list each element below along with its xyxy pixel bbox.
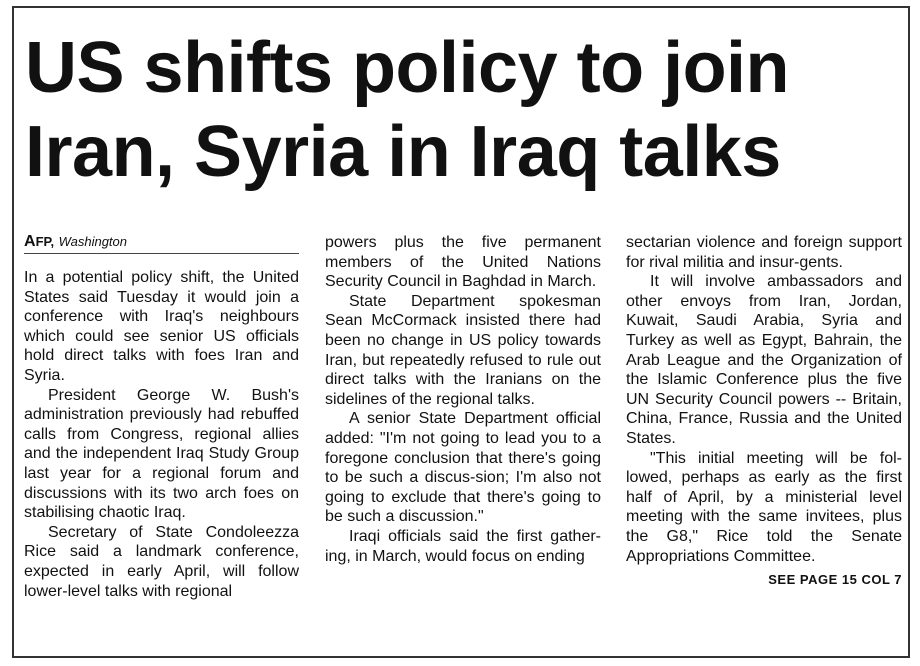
article-body xyxy=(24,233,904,633)
headline-line-2: Iran, Syria in Iraq talks xyxy=(25,112,781,192)
headline xyxy=(25,26,905,194)
paragraph-6: Iraqi officials said the first gather-ing, in March, would focus on ending xyxy=(325,527,601,565)
paragraph-2: President George W. Bush's administration previously had rebuffed calls from Congress, regional allies and the independent Iraq Study Group last year for a regional forum and discussions with its two arch foes on stabilising chaotic Iraq. xyxy=(24,386,299,522)
paragraph-1: In a potential policy shift, the United States said Tuesday it would join a conference with Iraq's neighbours which could see senior US officials hold direct talks with foes Iran and Syria. xyxy=(24,269,299,384)
byline xyxy=(24,233,299,254)
byline-agency: AFP, xyxy=(24,233,55,250)
column-3 xyxy=(626,233,902,590)
paragraph-8: "This initial meeting will be fol-lowed, perhaps as early as the first half of April, by a ministerial level meeting with the same invitees, plus the G8," Rice told the Senate Appropriations Committee. xyxy=(626,449,902,565)
bottom-rule xyxy=(12,656,910,658)
paragraph-4: State Department spokesman Sean McCormack insisted there had been no change in US policy towards Iran, but repeatedly refused to rule out direct talks with the Iranians on the sidelines of the regional talks. xyxy=(325,292,601,408)
column-1 xyxy=(24,233,299,601)
paragraph-3-continued: powers plus the five permanent members of the United Nations Security Council in Baghdad in March. xyxy=(325,234,601,291)
column-2 xyxy=(325,233,601,566)
paragraph-3: Secretary of State Condoleezza Rice said a landmark conference, expected in early April, will follow lower-level talks with regional xyxy=(24,523,299,600)
continuation-jump-line[interactable]: SEE PAGE 15 COL 7 xyxy=(768,572,902,588)
paragraph-6-continued: sectarian violence and foreign support for rival militia and insur-gents. xyxy=(626,234,902,271)
paragraph-7: It will involve ambassadors and other envoys from Iran, Jordan, Kuwait, Saudi Arabia, Syria and Turkey as well as Egypt, Bahrain, the Arab League and the Organization of the Islamic Conference plus the five UN Security Council powers -- Britain, China, France, Russia and the United States. xyxy=(626,273,902,447)
byline-location: Washington xyxy=(58,234,127,249)
paragraph-5: A senior State Department official added: "I'm not going to lead you to a foregone conclusion that there's going to be such a discus-sion; I'm also not going to exclude that there's going to be such a discussion." xyxy=(325,410,601,526)
headline-line-1: US shifts policy to join xyxy=(25,28,790,108)
